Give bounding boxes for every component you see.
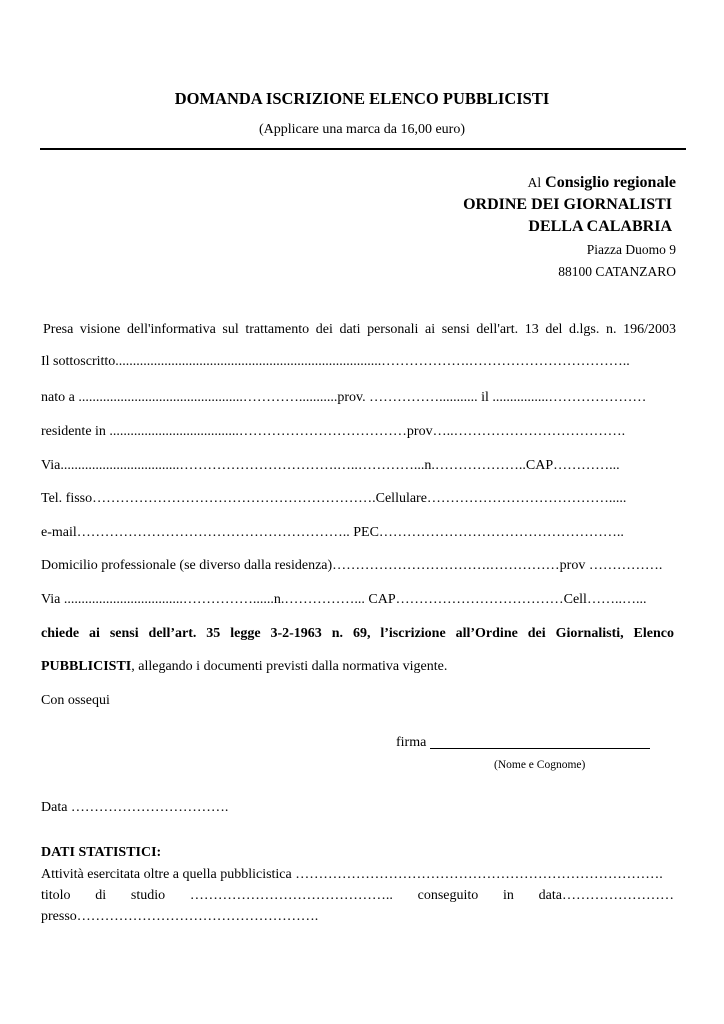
header-divider (40, 148, 686, 150)
recipient-council: Consiglio regionale (545, 174, 676, 191)
field-via-residenza[interactable]: Via..................................…………………………….…..…………...n.………………..CAP…………... (41, 458, 620, 473)
stats-heading: DATI STATISTICI: (41, 845, 162, 860)
request-statement: chiede ai sensi dell’art. 35 legge 3-2-1963 n. 69, l’iscrizione all’Ordine dei Giornalisti, Elenco (41, 626, 674, 641)
privacy-statement: Presa visione dell'informativa sul trattamento dei dati personali ai sensi dell'art. 13 del d.lgs. n. 196/2003 (43, 322, 676, 337)
field-email-pec[interactable]: e-mail………………………………………………….. PEC…………………………………………….. (41, 525, 624, 540)
recipient-prefix: Al (527, 175, 542, 190)
recipient-region: DELLA CALABRIA (528, 218, 672, 235)
document-title: DOMANDA ISCRIZIONE ELENCO PUBBLICISTI (174, 89, 550, 108)
field-data[interactable]: Data ……………………………. (41, 800, 229, 815)
field-titolo-studio[interactable]: titolo di studio …………………………………….. conseguito in data…………………… (41, 888, 674, 903)
request-statement-cont (41, 659, 447, 675)
signature-label: firma (396, 735, 427, 750)
recipient-line1 (528, 174, 676, 192)
request-list-rest: , allegando i documenti previsti dalla normativa vigente. (131, 659, 448, 674)
request-list-name: PUBBLICISTI (41, 659, 132, 674)
field-attivita[interactable]: Attività esercitata oltre a quella pubblicistica ……………………………………………………………………. (41, 867, 663, 882)
field-nato[interactable]: nato a ...............................................…………...........prov. ……………........... il ................………………… (41, 390, 647, 405)
recipient-city: 88100 CATANZARO (558, 264, 676, 279)
field-residente[interactable]: residente in .....................................………………………………prov…..………………………………. (41, 424, 626, 439)
signature-line[interactable] (430, 748, 650, 749)
document-subtitle: (Applicare una marca da 16,00 euro) (258, 122, 465, 137)
signature-caption: (Nome e Cognome) (494, 759, 586, 771)
field-domicilio[interactable]: Domicilio professionale (se diverso dalla residenza)…………………………….……………prov ……………. (41, 558, 663, 573)
field-presso[interactable]: presso……………………………………………. (41, 909, 319, 924)
field-via-domicilio[interactable]: Via ..................................……………......n.……………... CAP………………………………Cell……..…... (41, 592, 647, 607)
recipient-order: ORDINE DEI GIORNALISTI (463, 196, 672, 213)
recipient-street: Piazza Duomo 9 (586, 242, 676, 257)
field-sottoscritto[interactable]: Il sottoscritto............................................................................……………….…………………………….. (41, 354, 630, 369)
closing-greeting: Con ossequi (41, 693, 110, 708)
field-telefono[interactable]: Tel. fisso…………………………………………………….Cellulare…………………………………..... (41, 491, 627, 506)
